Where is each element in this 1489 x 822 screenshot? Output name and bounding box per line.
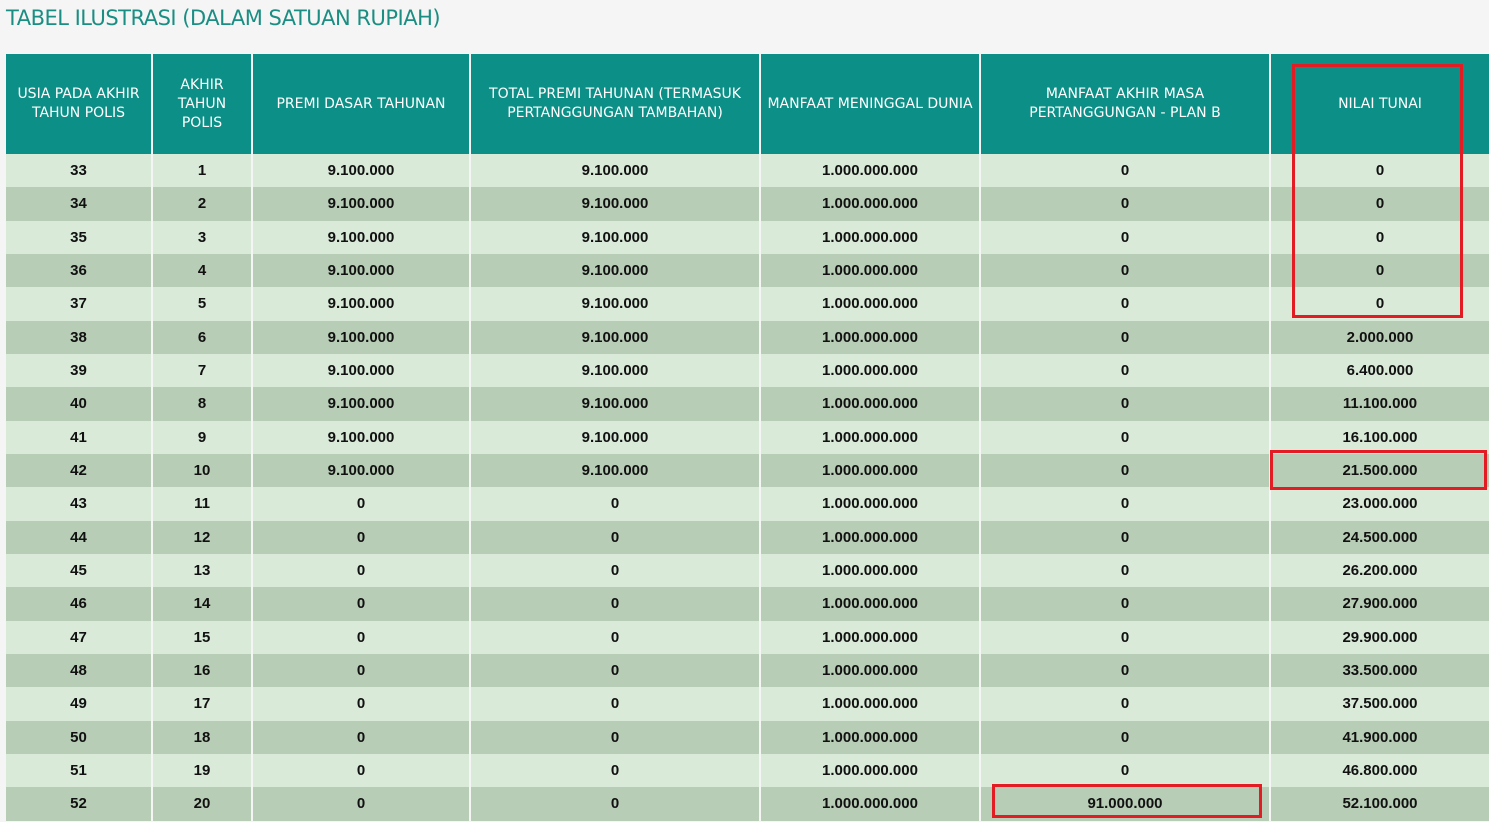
manfaat-akhir-masa-cell: 0 bbox=[980, 487, 1270, 520]
usia-cell: 39 bbox=[6, 354, 152, 387]
manfaat-akhir-masa-cell: 0 bbox=[980, 621, 1270, 654]
nilai-tunai-cell: 11.100.000 bbox=[1270, 387, 1489, 420]
premi-dasar-cell: 0 bbox=[252, 554, 470, 587]
nilai-tunai-cell: 2.000.000 bbox=[1270, 321, 1489, 354]
total-premi-cell: 0 bbox=[470, 521, 760, 554]
manfaat-akhir-masa-cell: 91.000.000 bbox=[980, 787, 1270, 820]
table-row bbox=[6, 221, 1489, 254]
akhir-tahun-cell: 12 bbox=[152, 521, 252, 554]
total-premi-cell: 0 bbox=[470, 687, 760, 720]
akhir-tahun-cell: 5 bbox=[152, 287, 252, 320]
total-premi-cell: 9.100.000 bbox=[470, 154, 760, 187]
table-row bbox=[6, 521, 1489, 554]
premi-dasar-cell: 9.100.000 bbox=[252, 287, 470, 320]
akhir-tahun-cell: 18 bbox=[152, 721, 252, 754]
table-row bbox=[6, 487, 1489, 520]
manfaat-akhir-masa-cell: 0 bbox=[980, 387, 1270, 420]
nilai-tunai-cell: 21.500.000 bbox=[1270, 454, 1489, 487]
manfaat-akhir-masa-cell: 0 bbox=[980, 554, 1270, 587]
total-premi-cell: 0 bbox=[470, 487, 760, 520]
manfaat-meninggal-cell: 1.000.000.000 bbox=[760, 654, 980, 687]
nilai-tunai-cell: 0 bbox=[1270, 221, 1489, 254]
akhir-tahun-cell: 1 bbox=[152, 154, 252, 187]
usia-cell: 41 bbox=[6, 421, 152, 454]
premi-dasar-cell: 0 bbox=[252, 587, 470, 620]
nilai-tunai-cell: 27.900.000 bbox=[1270, 587, 1489, 620]
total-premi-cell: 0 bbox=[470, 554, 760, 587]
total-premi-cell: 9.100.000 bbox=[470, 354, 760, 387]
manfaat-akhir-masa-cell: 0 bbox=[980, 654, 1270, 687]
premi-dasar-cell: 0 bbox=[252, 621, 470, 654]
manfaat-meninggal-cell: 1.000.000.000 bbox=[760, 421, 980, 454]
premi-dasar-cell: 9.100.000 bbox=[252, 421, 470, 454]
premi-dasar-cell: 9.100.000 bbox=[252, 187, 470, 220]
usia-cell: 51 bbox=[6, 754, 152, 787]
akhir-tahun-cell: 20 bbox=[152, 787, 252, 820]
usia-cell: 46 bbox=[6, 587, 152, 620]
table-row bbox=[6, 421, 1489, 454]
usia-cell: 43 bbox=[6, 487, 152, 520]
akhir-tahun-cell: 13 bbox=[152, 554, 252, 587]
total-premi-cell: 9.100.000 bbox=[470, 254, 760, 287]
manfaat-akhir-masa-cell: 0 bbox=[980, 221, 1270, 254]
usia-cell: 52 bbox=[6, 787, 152, 820]
akhir-tahun-cell: 8 bbox=[152, 387, 252, 420]
premi-dasar-cell: 0 bbox=[252, 754, 470, 787]
akhir-tahun-cell: 16 bbox=[152, 654, 252, 687]
total-premi-cell: 9.100.000 bbox=[470, 287, 760, 320]
usia-cell: 40 bbox=[6, 387, 152, 420]
manfaat-meninggal-cell: 1.000.000.000 bbox=[760, 154, 980, 187]
usia-cell: 45 bbox=[6, 554, 152, 587]
akhir-tahun-cell: 9 bbox=[152, 421, 252, 454]
table-row bbox=[6, 554, 1489, 587]
manfaat-akhir-masa-cell: 0 bbox=[980, 687, 1270, 720]
total-premi-cell: 9.100.000 bbox=[470, 454, 760, 487]
manfaat-akhir-masa-cell: 0 bbox=[980, 354, 1270, 387]
manfaat-akhir-masa-cell: 0 bbox=[980, 187, 1270, 220]
manfaat-meninggal-cell: 1.000.000.000 bbox=[760, 521, 980, 554]
nilai-tunai-cell: 26.200.000 bbox=[1270, 554, 1489, 587]
usia-cell: 37 bbox=[6, 287, 152, 320]
table-row bbox=[6, 321, 1489, 354]
premi-dasar-cell: 0 bbox=[252, 687, 470, 720]
usia-cell: 42 bbox=[6, 454, 152, 487]
manfaat-akhir-masa-cell: 0 bbox=[980, 254, 1270, 287]
manfaat-meninggal-cell: 1.000.000.000 bbox=[760, 621, 980, 654]
manfaat-meninggal-cell: 1.000.000.000 bbox=[760, 487, 980, 520]
usia-cell: 38 bbox=[6, 321, 152, 354]
total-premi-cell: 0 bbox=[470, 654, 760, 687]
akhir-tahun-cell: 11 bbox=[152, 487, 252, 520]
manfaat-meninggal-cell: 1.000.000.000 bbox=[760, 221, 980, 254]
akhir-tahun-cell: 15 bbox=[152, 621, 252, 654]
usia-cell: 35 bbox=[6, 221, 152, 254]
total-premi-cell: 9.100.000 bbox=[470, 187, 760, 220]
nilai-tunai-cell: 0 bbox=[1270, 287, 1489, 320]
manfaat-akhir-masa-cell: 0 bbox=[980, 421, 1270, 454]
nilai-tunai-cell: 0 bbox=[1270, 254, 1489, 287]
table-row bbox=[6, 654, 1489, 687]
manfaat-akhir-masa-cell: 0 bbox=[980, 454, 1270, 487]
table-row bbox=[6, 187, 1489, 220]
table-row bbox=[6, 254, 1489, 287]
manfaat-meninggal-cell: 1.000.000.000 bbox=[760, 321, 980, 354]
col-header-manfaat-meninggal: MANFAAT MENINGGAL DUNIA bbox=[760, 54, 980, 154]
usia-cell: 33 bbox=[6, 154, 152, 187]
akhir-tahun-cell: 2 bbox=[152, 187, 252, 220]
table-row bbox=[6, 721, 1489, 754]
manfaat-akhir-masa-cell: 0 bbox=[980, 721, 1270, 754]
manfaat-akhir-masa-cell: 0 bbox=[980, 154, 1270, 187]
col-header-premi-dasar: PREMI DASAR TAHUNAN bbox=[252, 54, 470, 154]
total-premi-cell: 9.100.000 bbox=[470, 321, 760, 354]
total-premi-cell: 0 bbox=[470, 721, 760, 754]
premi-dasar-cell: 0 bbox=[252, 654, 470, 687]
table-row bbox=[6, 354, 1489, 387]
table-row bbox=[6, 454, 1489, 487]
nilai-tunai-cell: 23.000.000 bbox=[1270, 487, 1489, 520]
manfaat-meninggal-cell: 1.000.000.000 bbox=[760, 354, 980, 387]
akhir-tahun-cell: 19 bbox=[152, 754, 252, 787]
table-row bbox=[6, 621, 1489, 654]
premi-dasar-cell: 9.100.000 bbox=[252, 454, 470, 487]
manfaat-akhir-masa-cell: 0 bbox=[980, 321, 1270, 354]
nilai-tunai-cell: 52.100.000 bbox=[1270, 787, 1489, 820]
table-body bbox=[6, 154, 1489, 821]
nilai-tunai-cell: 41.900.000 bbox=[1270, 721, 1489, 754]
total-premi-cell: 9.100.000 bbox=[470, 221, 760, 254]
usia-cell: 36 bbox=[6, 254, 152, 287]
usia-cell: 34 bbox=[6, 187, 152, 220]
akhir-tahun-cell: 6 bbox=[152, 321, 252, 354]
illustration-table bbox=[6, 54, 1489, 821]
akhir-tahun-cell: 10 bbox=[152, 454, 252, 487]
table-row bbox=[6, 587, 1489, 620]
col-header-nilai-tunai: NILAI TUNAI bbox=[1270, 54, 1489, 154]
akhir-tahun-cell: 17 bbox=[152, 687, 252, 720]
nilai-tunai-cell: 16.100.000 bbox=[1270, 421, 1489, 454]
usia-cell: 48 bbox=[6, 654, 152, 687]
akhir-tahun-cell: 7 bbox=[152, 354, 252, 387]
premi-dasar-cell: 9.100.000 bbox=[252, 154, 470, 187]
total-premi-cell: 0 bbox=[470, 587, 760, 620]
usia-cell: 50 bbox=[6, 721, 152, 754]
manfaat-meninggal-cell: 1.000.000.000 bbox=[760, 554, 980, 587]
manfaat-meninggal-cell: 1.000.000.000 bbox=[760, 687, 980, 720]
manfaat-meninggal-cell: 1.000.000.000 bbox=[760, 287, 980, 320]
manfaat-akhir-masa-cell: 0 bbox=[980, 521, 1270, 554]
total-premi-cell: 0 bbox=[470, 787, 760, 820]
manfaat-meninggal-cell: 1.000.000.000 bbox=[760, 254, 980, 287]
table-row bbox=[6, 387, 1489, 420]
nilai-tunai-cell: 24.500.000 bbox=[1270, 521, 1489, 554]
page-title: TABEL ILUSTRASI (DALAM SATUAN RUPIAH) bbox=[6, 6, 441, 30]
premi-dasar-cell: 9.100.000 bbox=[252, 354, 470, 387]
manfaat-meninggal-cell: 1.000.000.000 bbox=[760, 754, 980, 787]
table-row bbox=[6, 787, 1489, 820]
table-row bbox=[6, 154, 1489, 187]
akhir-tahun-cell: 4 bbox=[152, 254, 252, 287]
manfaat-meninggal-cell: 1.000.000.000 bbox=[760, 587, 980, 620]
manfaat-meninggal-cell: 1.000.000.000 bbox=[760, 187, 980, 220]
total-premi-cell: 0 bbox=[470, 754, 760, 787]
manfaat-akhir-masa-cell: 0 bbox=[980, 587, 1270, 620]
col-header-usia: USIA PADA AKHIR TAHUN POLIS bbox=[6, 54, 152, 154]
premi-dasar-cell: 9.100.000 bbox=[252, 321, 470, 354]
premi-dasar-cell: 9.100.000 bbox=[252, 221, 470, 254]
total-premi-cell: 0 bbox=[470, 621, 760, 654]
col-header-total-premi: TOTAL PREMI TAHUNAN (TERMASUK PERTANGGUNGAN TAMBAHAN) bbox=[470, 54, 760, 154]
manfaat-meninggal-cell: 1.000.000.000 bbox=[760, 454, 980, 487]
total-premi-cell: 9.100.000 bbox=[470, 421, 760, 454]
table-row bbox=[6, 687, 1489, 720]
usia-cell: 47 bbox=[6, 621, 152, 654]
nilai-tunai-cell: 37.500.000 bbox=[1270, 687, 1489, 720]
usia-cell: 44 bbox=[6, 521, 152, 554]
usia-cell: 49 bbox=[6, 687, 152, 720]
total-premi-cell: 9.100.000 bbox=[470, 387, 760, 420]
nilai-tunai-cell: 29.900.000 bbox=[1270, 621, 1489, 654]
premi-dasar-cell: 0 bbox=[252, 487, 470, 520]
premi-dasar-cell: 9.100.000 bbox=[252, 254, 470, 287]
nilai-tunai-cell: 0 bbox=[1270, 187, 1489, 220]
manfaat-meninggal-cell: 1.000.000.000 bbox=[760, 721, 980, 754]
table-header-row bbox=[6, 54, 1489, 154]
nilai-tunai-cell: 0 bbox=[1270, 154, 1489, 187]
manfaat-akhir-masa-cell: 0 bbox=[980, 754, 1270, 787]
manfaat-akhir-masa-cell: 0 bbox=[980, 287, 1270, 320]
col-header-akhir-tahun-polis: AKHIR TAHUN POLIS bbox=[152, 54, 252, 154]
nilai-tunai-cell: 33.500.000 bbox=[1270, 654, 1489, 687]
premi-dasar-cell: 0 bbox=[252, 787, 470, 820]
table-row bbox=[6, 754, 1489, 787]
premi-dasar-cell: 0 bbox=[252, 721, 470, 754]
nilai-tunai-cell: 6.400.000 bbox=[1270, 354, 1489, 387]
premi-dasar-cell: 0 bbox=[252, 521, 470, 554]
table-row bbox=[6, 287, 1489, 320]
manfaat-meninggal-cell: 1.000.000.000 bbox=[760, 787, 980, 820]
premi-dasar-cell: 9.100.000 bbox=[252, 387, 470, 420]
nilai-tunai-cell: 46.800.000 bbox=[1270, 754, 1489, 787]
akhir-tahun-cell: 3 bbox=[152, 221, 252, 254]
akhir-tahun-cell: 14 bbox=[152, 587, 252, 620]
manfaat-meninggal-cell: 1.000.000.000 bbox=[760, 387, 980, 420]
col-header-manfaat-akhir-masa: MANFAAT AKHIR MASA PERTANGGUNGAN - PLAN B bbox=[980, 54, 1270, 154]
